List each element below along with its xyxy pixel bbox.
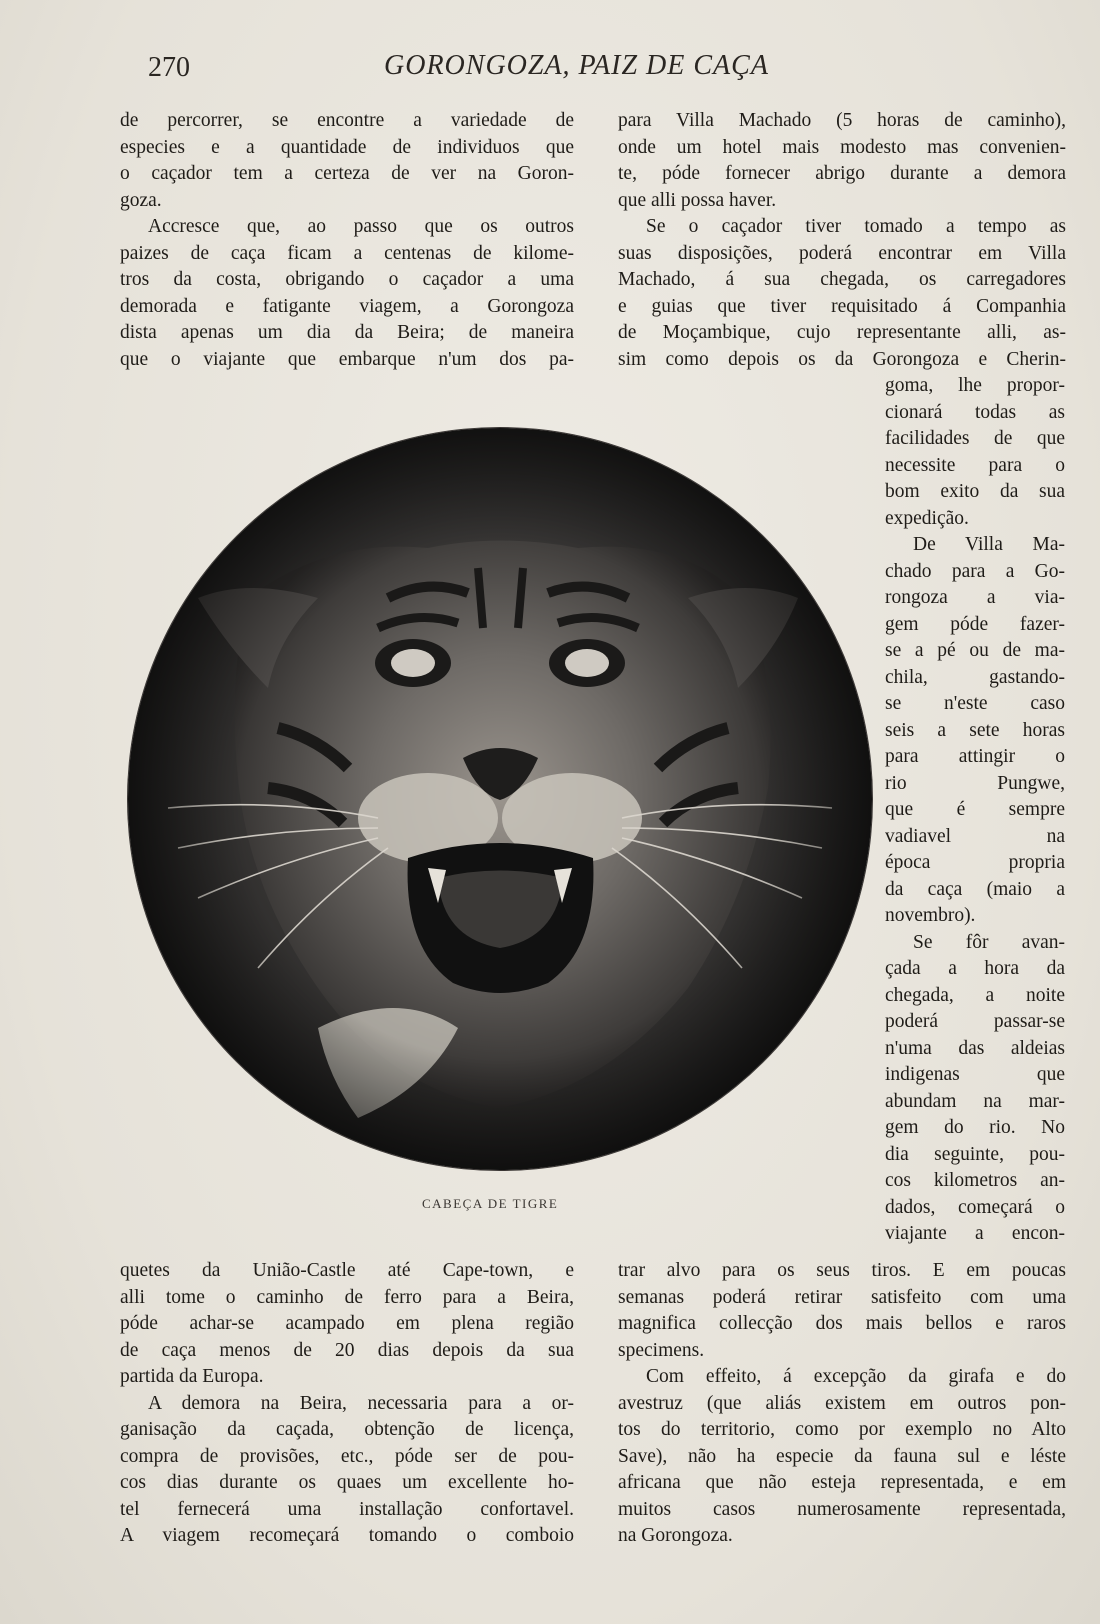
text-line: alli tome o caminho de ferro para a Beira, — [120, 1286, 574, 1308]
text-line: bom exito da sua — [885, 481, 1065, 502]
text-line: n'uma das aldeias — [885, 1037, 1065, 1059]
text-line: gem póde fazer- — [885, 613, 1065, 635]
text-line: necessite para o — [885, 454, 1065, 476]
text-line: que alli possa haver. — [618, 189, 777, 211]
text-line: época propria — [885, 852, 1065, 873]
column-narrow-right — [885, 373, 1065, 1248]
text-line: que o viajante que embarque n'um dos pa- — [120, 348, 574, 370]
text-line: e guias que tiver requisitado á Companhia — [618, 295, 1066, 317]
text-line: rio Pungwe, — [885, 772, 1065, 794]
text-line: gem do rio. No — [885, 1117, 1065, 1138]
text-line: dados, começará o — [885, 1196, 1065, 1218]
text-line: facilidades de que — [885, 428, 1065, 449]
text-line: para attingir o — [885, 746, 1065, 767]
text-line: sim como depois os da Gorongoza e Cherin- — [618, 348, 1066, 370]
text-line: avestruz (que aliás existem em outros pon- — [618, 1392, 1066, 1414]
text-line: seis a sete horas — [885, 719, 1065, 741]
text-line: viajante a encon- — [885, 1223, 1065, 1244]
text-line: para Villa Machado (5 horas de caminho), — [618, 110, 1066, 131]
text-line: semanas poderá retirar satisfeito com uma — [618, 1286, 1066, 1308]
text-line: novembro). — [885, 905, 976, 926]
text-line: cos kilometros an- — [885, 1170, 1065, 1191]
text-line: paizes de caça ficam a centenas de kilome- — [120, 242, 574, 264]
figure-caption: CABEÇA DE TIGRE — [422, 1196, 559, 1211]
text-line: tos do territorio, como por exemplo no Alto — [618, 1419, 1066, 1440]
text-line: te, póde fornecer abrigo durante a demora — [618, 163, 1066, 184]
text-line: cos dias durante os quaes um excellente ho- — [120, 1472, 574, 1493]
text-line: de percorrer, se encontre a variedade de — [120, 110, 574, 131]
text-line: goza. — [120, 189, 162, 211]
text-line: expedição. — [885, 507, 969, 529]
text-line: abundam na mar- — [885, 1090, 1065, 1112]
tiger-head-photograph — [128, 428, 872, 1170]
text-line: goma, lhe propor- — [885, 375, 1065, 396]
text-line: se n'este caso — [885, 693, 1065, 714]
text-line: tel fernecerá uma installação confortavel. — [120, 1498, 574, 1520]
text-line: dista apenas um dia da Beira; de maneira — [120, 322, 574, 343]
text-line: çada a hora da — [885, 958, 1065, 979]
text-line: magnifica collecção dos mais bellos e raros — [618, 1313, 1066, 1334]
text-line: chila, gastando- — [885, 666, 1065, 688]
text-line: especies e a quantidade de individuos que — [120, 136, 574, 158]
page-number: 270 — [148, 52, 190, 83]
text-line: quetes da União-Castle até Cape-town, e — [120, 1260, 574, 1281]
text-line: dia seguinte, pou- — [885, 1143, 1065, 1165]
text-line: Com effeito, á excepção da girafa e do — [646, 1366, 1066, 1387]
text-line: Accresce que, ao passo que os outros — [148, 216, 574, 237]
running-title: GORONGOZA, PAIZ DE CAÇA — [384, 50, 769, 81]
text-line: vadiavel na — [885, 825, 1065, 847]
text-line: de caça menos de 20 dias depois da sua — [120, 1339, 574, 1361]
text-line: ganisação da caçada, obtenção de licença, — [120, 1419, 574, 1440]
text-line: suas disposições, poderá encontrar em Villa — [618, 242, 1066, 264]
text-line: demorada e fatigante viagem, a Gorongoza — [120, 295, 574, 317]
text-line: africana que não esteja representada, e em — [618, 1472, 1066, 1493]
text-line: o caçador tem a certeza de ver na Goron- — [120, 163, 574, 184]
text-line: cionará todas as — [885, 401, 1065, 423]
text-line: De Villa Ma- — [913, 534, 1065, 555]
text-line: A viagem recomeçará tomando o comboio — [120, 1525, 574, 1546]
text-line: tros da costa, obrigando o caçador a uma — [120, 269, 574, 290]
text-line: onde um hotel mais modesto mas convenien- — [618, 136, 1066, 158]
text-line: muitos casos numerosamente representada, — [618, 1498, 1066, 1520]
text-line: chegada, a noite — [885, 984, 1065, 1006]
text-line: A demora na Beira, necessaria para a or- — [148, 1392, 574, 1414]
column-bottom-left — [120, 1258, 574, 1550]
text-line: de Moçambique, cujo representante alli, as- — [618, 322, 1066, 343]
text-line: Machado, á sua chegada, os carregadores — [618, 269, 1066, 290]
column-bottom-right — [618, 1258, 1066, 1550]
text-line: da caça (maio a — [885, 878, 1065, 900]
text-line: trar alvo para os seus tiros. E em poucas — [618, 1260, 1066, 1281]
column-top-right — [618, 108, 1066, 373]
text-line: rongoza a via- — [885, 587, 1065, 608]
text-line: chado para a Go- — [885, 560, 1065, 582]
text-line: indigenas que — [885, 1064, 1065, 1085]
text-line: specimens. — [618, 1339, 705, 1361]
text-line: Se fôr avan- — [913, 931, 1065, 953]
text-line: póde achar-se acampado em plena região — [120, 1313, 574, 1334]
text-line: na Gorongoza. — [618, 1525, 733, 1546]
text-line: Save), não ha especie da fauna sul e léste — [618, 1445, 1066, 1467]
text-line: se a pé ou de ma- — [885, 640, 1065, 661]
text-line: partida da Europa. — [120, 1366, 264, 1387]
text-line: compra de provisões, etc., póde ser de pou- — [120, 1445, 574, 1467]
text-line: que é sempre — [885, 799, 1065, 820]
text-line: Se o caçador tiver tomado a tempo as — [646, 216, 1066, 237]
text-line: poderá passar-se — [885, 1011, 1065, 1032]
column-top-left — [120, 108, 574, 373]
tiger-head-illustration — [128, 428, 872, 1170]
